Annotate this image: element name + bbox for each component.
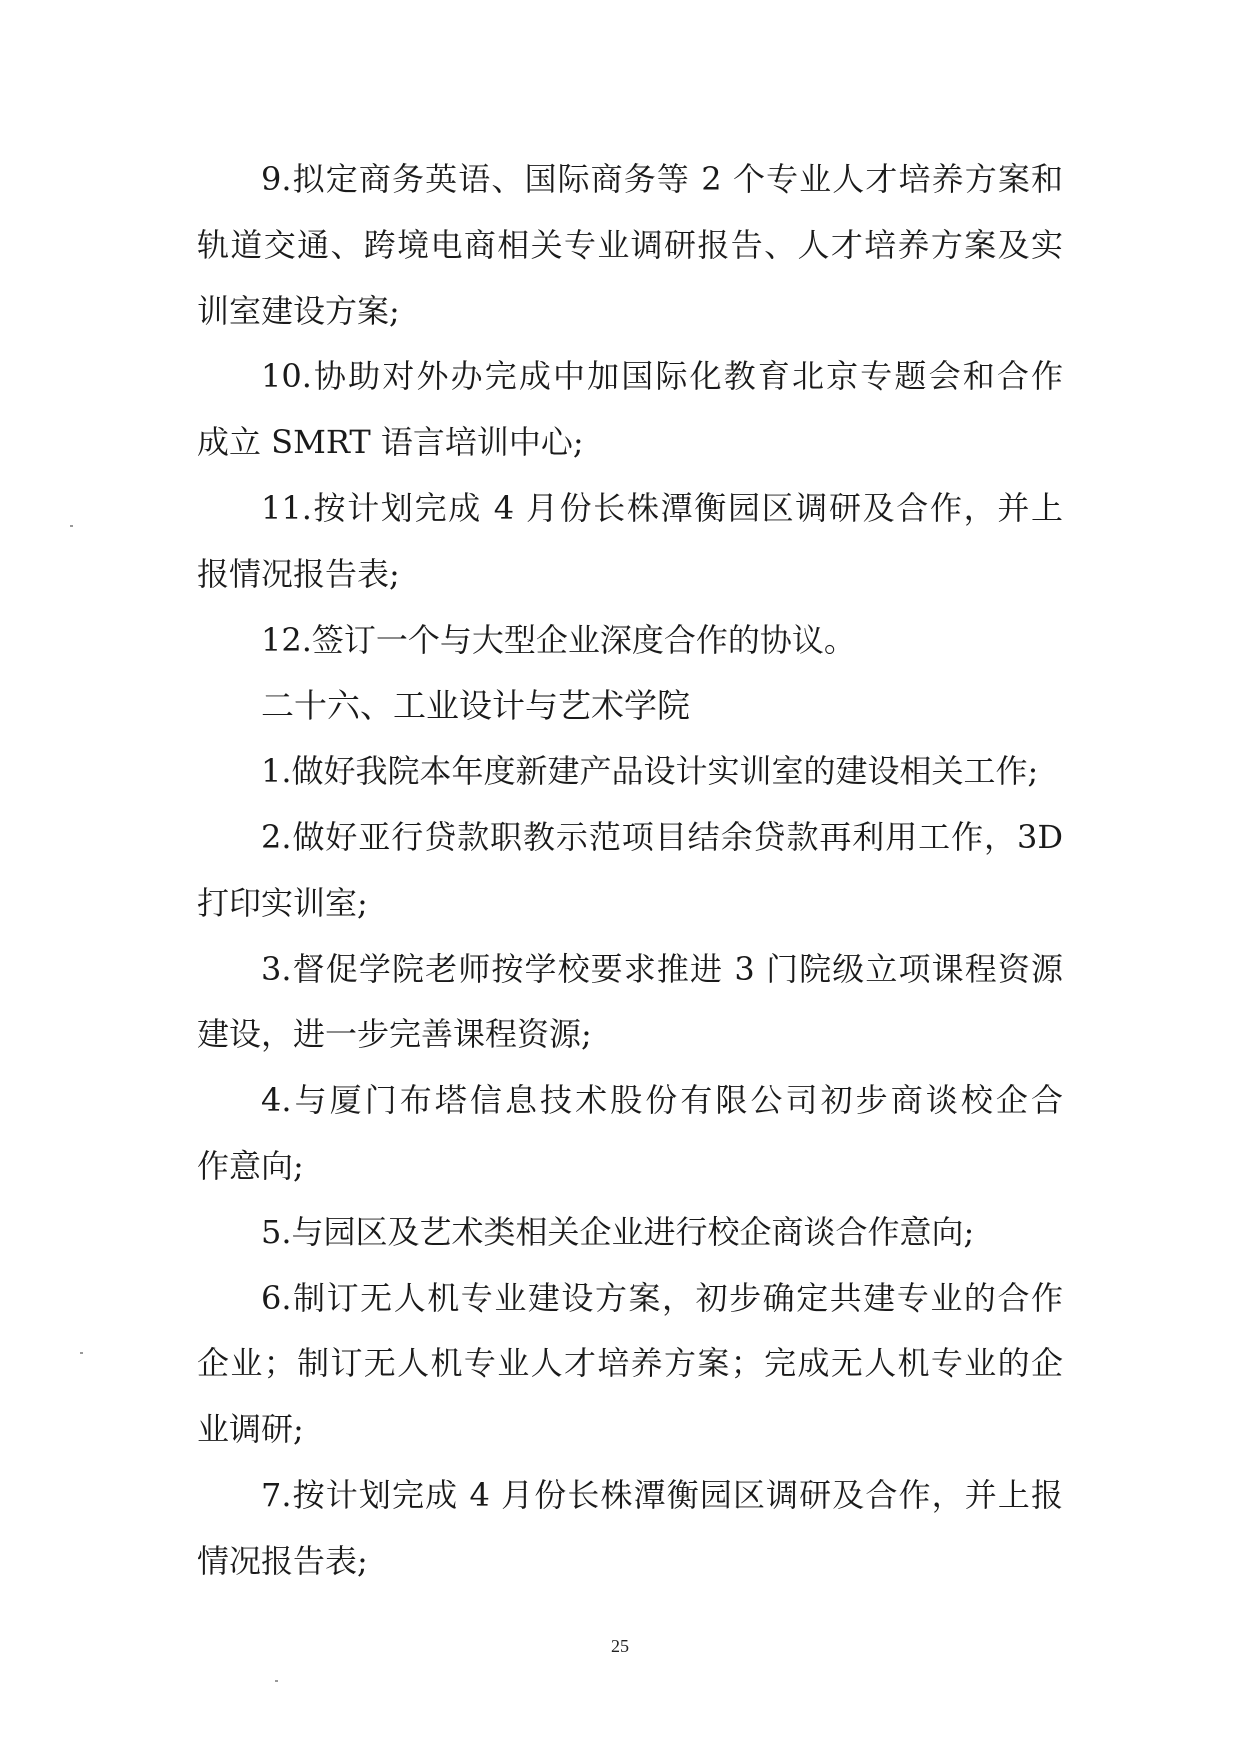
list-item [197, 739, 1063, 805]
text-line: 12.签订一个与大型企业深度合作的协议。 [261, 620, 856, 659]
text-line: 7.按计划完成 4 月份长株潭衡园区调研及合作，并上报 [261, 1475, 1063, 1514]
text-line: 10.协助对外办完成中加国际化教育北京专题会和合作 [261, 357, 1063, 396]
text-line: 3.督促学院老师按学校要求推进 3 门院级立项课程资源 [261, 949, 1063, 988]
list-item [197, 937, 1063, 1069]
scan-speck [275, 1680, 278, 1682]
text-line: 2.做好亚行贷款职教示范项目结余贷款再利用工作，3D [261, 817, 1063, 856]
list-item [197, 1463, 1063, 1595]
document-body [197, 147, 1063, 1595]
list-item [197, 608, 1063, 674]
text-line: 11.按计划完成 4 月份长株潭衡园区调研及合作，并上 [261, 488, 1063, 527]
text-line: 作意向; [197, 1146, 304, 1185]
text-line: 业调研; [197, 1410, 304, 1449]
list-item [197, 344, 1063, 476]
text-line: 情况报告表; [197, 1541, 368, 1580]
list-item [197, 1266, 1063, 1463]
text-line: 报情况报告表; [197, 554, 400, 593]
page-number: 25 [611, 1636, 629, 1656]
scan-speck [70, 525, 73, 527]
scan-speck [80, 1352, 83, 1354]
text-line: 训室建设方案; [197, 291, 400, 330]
list-item [197, 805, 1063, 937]
list-item [197, 147, 1063, 344]
text-line: 1.做好我院本年度新建产品设计实训室的建设相关工作; [261, 752, 1039, 791]
text-line: 5.与园区及艺术类相关企业进行校企商谈合作意向; [261, 1212, 975, 1251]
text-line: 打印实训室; [197, 883, 368, 922]
list-item [197, 476, 1063, 608]
text-line: 轨道交通、跨境电商相关专业调研报告、人才培养方案及实 [197, 225, 1063, 264]
list-item [197, 1068, 1063, 1200]
text-line: 成立 SMRT 语言培训中心; [197, 423, 584, 462]
text-line: 二十六、工业设计与艺术学院 [261, 686, 690, 726]
text-line: 6.制订无人机专业建设方案，初步确定共建专业的合作 [261, 1278, 1063, 1317]
section-heading [197, 673, 1063, 739]
list-item [197, 1200, 1063, 1266]
text-line: 4.与厦门布塔信息技术股份有限公司初步商谈校企合 [261, 1081, 1063, 1120]
text-line: 9.拟定商务英语、国际商务等 2 个专业人才培养方案和 [261, 160, 1063, 198]
text-line: 建设，进一步完善课程资源; [197, 1015, 592, 1054]
text-line: 企业；制订无人机专业人才培养方案；完成无人机专业的企 [197, 1344, 1063, 1383]
